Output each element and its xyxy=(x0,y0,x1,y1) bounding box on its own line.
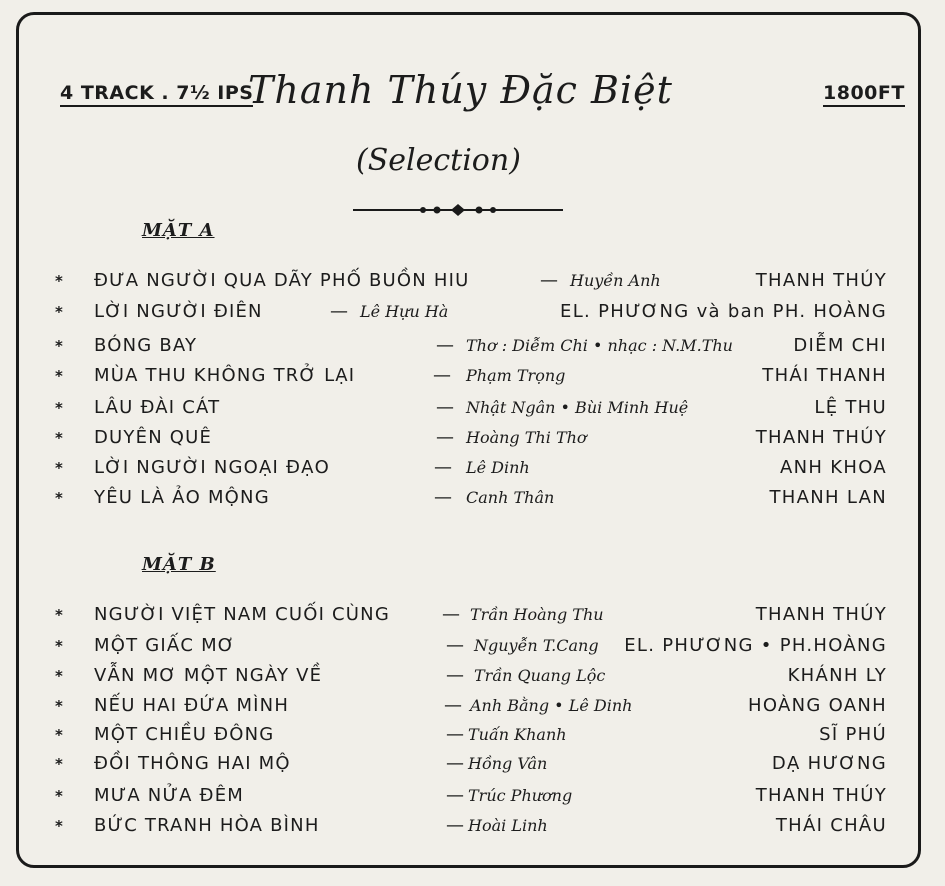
track-singer: EL. PHƯƠNG và ban PH. HOÀNG xyxy=(560,301,887,322)
track-title: ĐỒI THÔNG HAI MỘ xyxy=(94,753,291,774)
side-b-heading: MẶT B xyxy=(142,554,216,575)
track-singer: THANH THÚY xyxy=(755,785,887,806)
track-author: Canh Thân xyxy=(466,488,555,507)
track-bullet: * xyxy=(55,606,63,624)
track-bullet: * xyxy=(55,489,63,507)
track-title: NẾU HAI ĐỨA MÌNH xyxy=(94,695,290,716)
track-dash: — xyxy=(446,724,464,745)
track-dash: — xyxy=(446,665,464,686)
track-dash: — xyxy=(446,815,464,836)
track-singer: LỆ THU xyxy=(814,397,887,418)
track-row xyxy=(0,751,945,781)
track-author: Phạm Trọng xyxy=(466,366,566,385)
track-row xyxy=(0,722,945,752)
track-title: BÓNG BAY xyxy=(94,335,198,356)
track-bullet: * xyxy=(55,303,63,321)
track-row xyxy=(0,395,945,425)
track-dash: — xyxy=(433,365,451,386)
track-singer: THÁI THANH xyxy=(762,365,887,386)
track-title: DUYÊN QUÊ xyxy=(94,427,213,448)
track-author: Trúc Phương xyxy=(468,786,573,805)
track-row xyxy=(0,663,945,693)
track-singer: EL. PHƯƠNG • PH.HOÀNG xyxy=(624,635,887,656)
ornament-divider xyxy=(353,203,563,217)
track-dash: — xyxy=(446,753,464,774)
track-bullet: * xyxy=(55,817,63,835)
track-author: Nhật Ngân • Bùi Minh Huệ xyxy=(466,398,689,417)
track-row xyxy=(0,693,945,723)
track-singer: THANH THÚY xyxy=(755,604,887,625)
tape-length: 1800FT xyxy=(823,82,905,107)
track-row xyxy=(0,813,945,843)
track-singer: KHÁNH LY xyxy=(787,665,887,686)
track-bullet: * xyxy=(55,697,63,715)
track-row xyxy=(0,299,945,329)
track-author: Thơ : Diễm Chi • nhạc : N.M.Thu xyxy=(466,336,733,355)
track-row xyxy=(0,333,945,363)
track-row xyxy=(0,633,945,663)
track-title: YÊU LÀ ẢO MỘNG xyxy=(94,487,270,508)
track-singer: DIỄM CHI xyxy=(793,335,887,356)
track-row xyxy=(0,485,945,515)
track-author: Hoài Linh xyxy=(468,816,548,835)
track-singer: THÁI CHÂU xyxy=(775,815,887,836)
track-row xyxy=(0,783,945,813)
track-dash: — xyxy=(436,335,454,356)
track-author: Lê Hựu Hà xyxy=(360,302,449,321)
track-dash: — xyxy=(540,270,558,291)
track-bullet: * xyxy=(55,337,63,355)
track-bullet: * xyxy=(55,272,63,290)
track-author: Hoàng Thi Thơ xyxy=(466,428,587,447)
track-author: Trần Quang Lộc xyxy=(474,666,606,685)
track-title: LÂU ĐÀI CÁT xyxy=(94,397,221,418)
track-title: LỜI NGƯỜI ĐIÊN xyxy=(94,301,263,322)
track-bullet: * xyxy=(55,755,63,773)
track-author: Anh Bằng • Lê Dinh xyxy=(470,696,633,715)
track-dash: — xyxy=(436,397,454,418)
track-title: VẪN MƠ MỘT NGÀY VỀ xyxy=(94,665,323,686)
track-bullet: * xyxy=(55,429,63,447)
track-singer: THANH LAN xyxy=(769,487,887,508)
track-singer: HOÀNG OANH xyxy=(748,695,887,716)
track-author: Hồng Vân xyxy=(468,754,548,773)
track-bullet: * xyxy=(55,667,63,685)
track-row xyxy=(0,455,945,485)
track-dash: — xyxy=(434,487,452,508)
track-dash: — xyxy=(434,457,452,478)
track-singer: THANH THÚY xyxy=(755,427,887,448)
track-singer: SĨ PHÚ xyxy=(819,724,887,745)
track-title: NGƯỜI VIỆT NAM CUỐI CÙNG xyxy=(94,604,390,625)
track-dash: — xyxy=(446,635,464,656)
track-row xyxy=(0,425,945,455)
track-title: ĐƯA NGƯỜI QUA DÃY PHỐ BUỒN HIU xyxy=(94,270,470,291)
track-bullet: * xyxy=(55,726,63,744)
track-bullet: * xyxy=(55,459,63,477)
track-author: Lê Dinh xyxy=(466,458,530,477)
track-title: MÙA THU KHÔNG TRỞ LẠI xyxy=(94,365,356,386)
track-dash: — xyxy=(436,427,454,448)
track-author: Huyền Anh xyxy=(570,271,661,290)
track-bullet: * xyxy=(55,399,63,417)
track-title: MƯA NỬA ĐÊM xyxy=(94,785,245,806)
track-dash: — xyxy=(442,604,460,625)
track-bullet: * xyxy=(55,637,63,655)
track-title: MỘT CHIỀU ĐÔNG xyxy=(94,724,275,745)
track-row xyxy=(0,602,945,632)
track-singer: DẠ HƯƠNG xyxy=(771,753,887,774)
track-row xyxy=(0,268,945,298)
track-title: LỜI NGƯỜI NGOẠI ĐẠO xyxy=(94,457,330,478)
album-title: Thanh Thúy Đặc Biệt xyxy=(248,68,673,112)
track-dash: — xyxy=(446,785,464,806)
album-subtitle: (Selection) xyxy=(356,143,521,178)
tape-spec-left: 4 TRACK . 7½ IPS xyxy=(60,82,253,107)
track-bullet: * xyxy=(55,367,63,385)
side-a-heading: MẶT A xyxy=(142,220,215,241)
track-title: MỘT GIẤC MƠ xyxy=(94,635,236,656)
track-author: Trần Hoàng Thu xyxy=(470,605,604,624)
track-singer: ANH KHOA xyxy=(780,457,887,478)
track-author: Nguyễn T.Cang xyxy=(474,636,599,655)
track-title: BỨC TRANH HÒA BÌNH xyxy=(94,815,320,836)
track-dash: — xyxy=(330,301,348,322)
track-row xyxy=(0,363,945,393)
track-dash: — xyxy=(444,695,462,716)
track-author: Tuấn Khanh xyxy=(468,725,567,744)
track-singer: THANH THÚY xyxy=(755,270,887,291)
track-bullet: * xyxy=(55,787,63,805)
